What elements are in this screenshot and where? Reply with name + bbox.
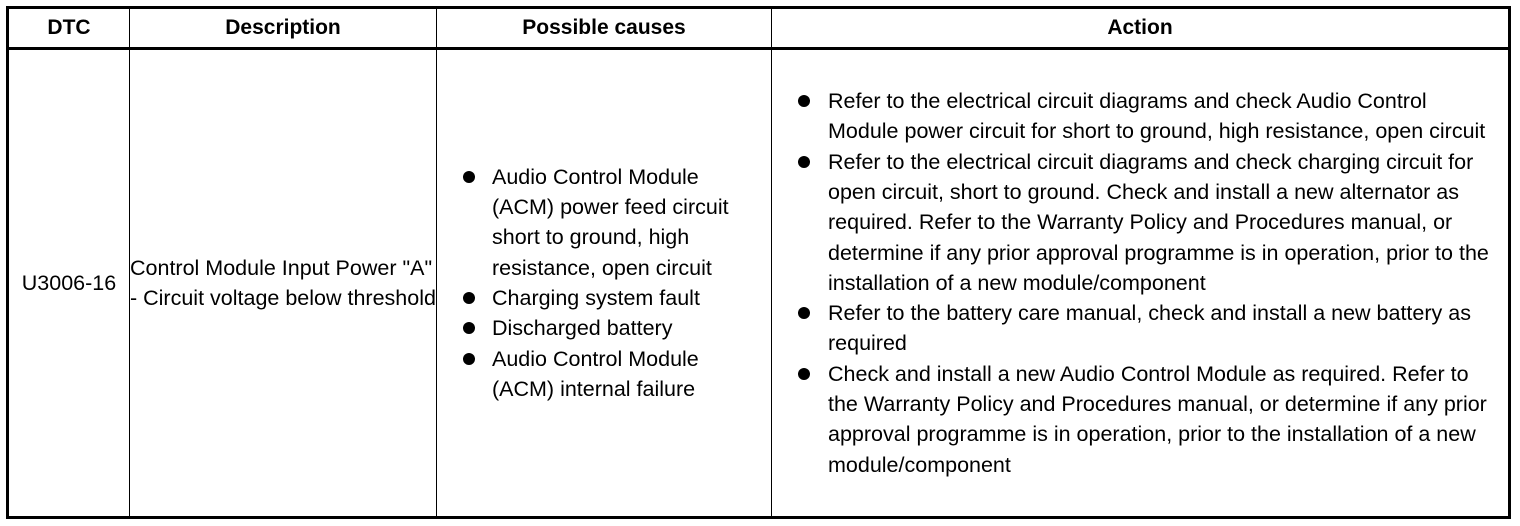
action-item — [772, 147, 1508, 298]
bullet-icon — [798, 307, 810, 319]
action-text: Refer to the electrical circuit diagrams and check charging circuit for open circuit, short to ground. Check and install a new alternator as required. Refer to the Warranty Policy and Procedures manual, or determine if any prior approval programme is in operation, prior to the installation of a new module/component — [828, 149, 1489, 295]
action-text: Refer to the battery care manual, check and install a new battery as required — [828, 301, 1471, 356]
table-row — [8, 49, 1510, 518]
cause-item — [437, 313, 771, 343]
bullet-icon — [798, 95, 810, 107]
bullet-icon — [463, 171, 475, 183]
action-cell — [772, 49, 1510, 518]
bullet-icon — [798, 368, 810, 380]
cause-text: Audio Control Module (ACM) internal failure — [492, 346, 699, 401]
possible-causes-list — [437, 162, 771, 404]
cause-item — [437, 162, 771, 283]
bullet-icon — [463, 292, 475, 304]
action-item — [772, 359, 1508, 480]
possible-causes-cell — [437, 49, 772, 518]
cause-text: Discharged battery — [492, 316, 673, 341]
cause-item — [437, 344, 771, 405]
bullet-icon — [463, 322, 475, 334]
cause-item — [437, 283, 771, 313]
action-text: Refer to the electrical circuit diagrams and check Audio Control Module power circuit for short to ground, high resistance, open circuit — [828, 89, 1486, 144]
header-dtc: DTC — [8, 8, 130, 49]
bullet-icon — [798, 156, 810, 168]
header-action: Action — [772, 8, 1510, 49]
header-possible-causes: Possible causes — [437, 8, 772, 49]
action-text: Check and install a new Audio Control Module as required. Refer to the Warranty Policy and Procedures manual, or determine if any prior approval programme is in operation, prior to the installation of a new module/component — [828, 361, 1487, 477]
cause-text: Audio Control Module (ACM) power feed circuit short to ground, high resistance, open circuit — [492, 164, 729, 280]
action-item — [772, 86, 1508, 147]
bullet-icon — [463, 353, 475, 365]
header-description: Description — [130, 8, 437, 49]
dtc-description: Control Module Input Power "A" - Circuit voltage below threshold — [130, 49, 437, 518]
cause-text: Charging system fault — [492, 286, 700, 310]
action-item — [772, 298, 1508, 359]
dtc-code: U3006-16 — [8, 49, 130, 518]
action-list — [772, 86, 1508, 480]
dtc-table — [6, 6, 1511, 519]
table-header-row — [8, 8, 1510, 49]
